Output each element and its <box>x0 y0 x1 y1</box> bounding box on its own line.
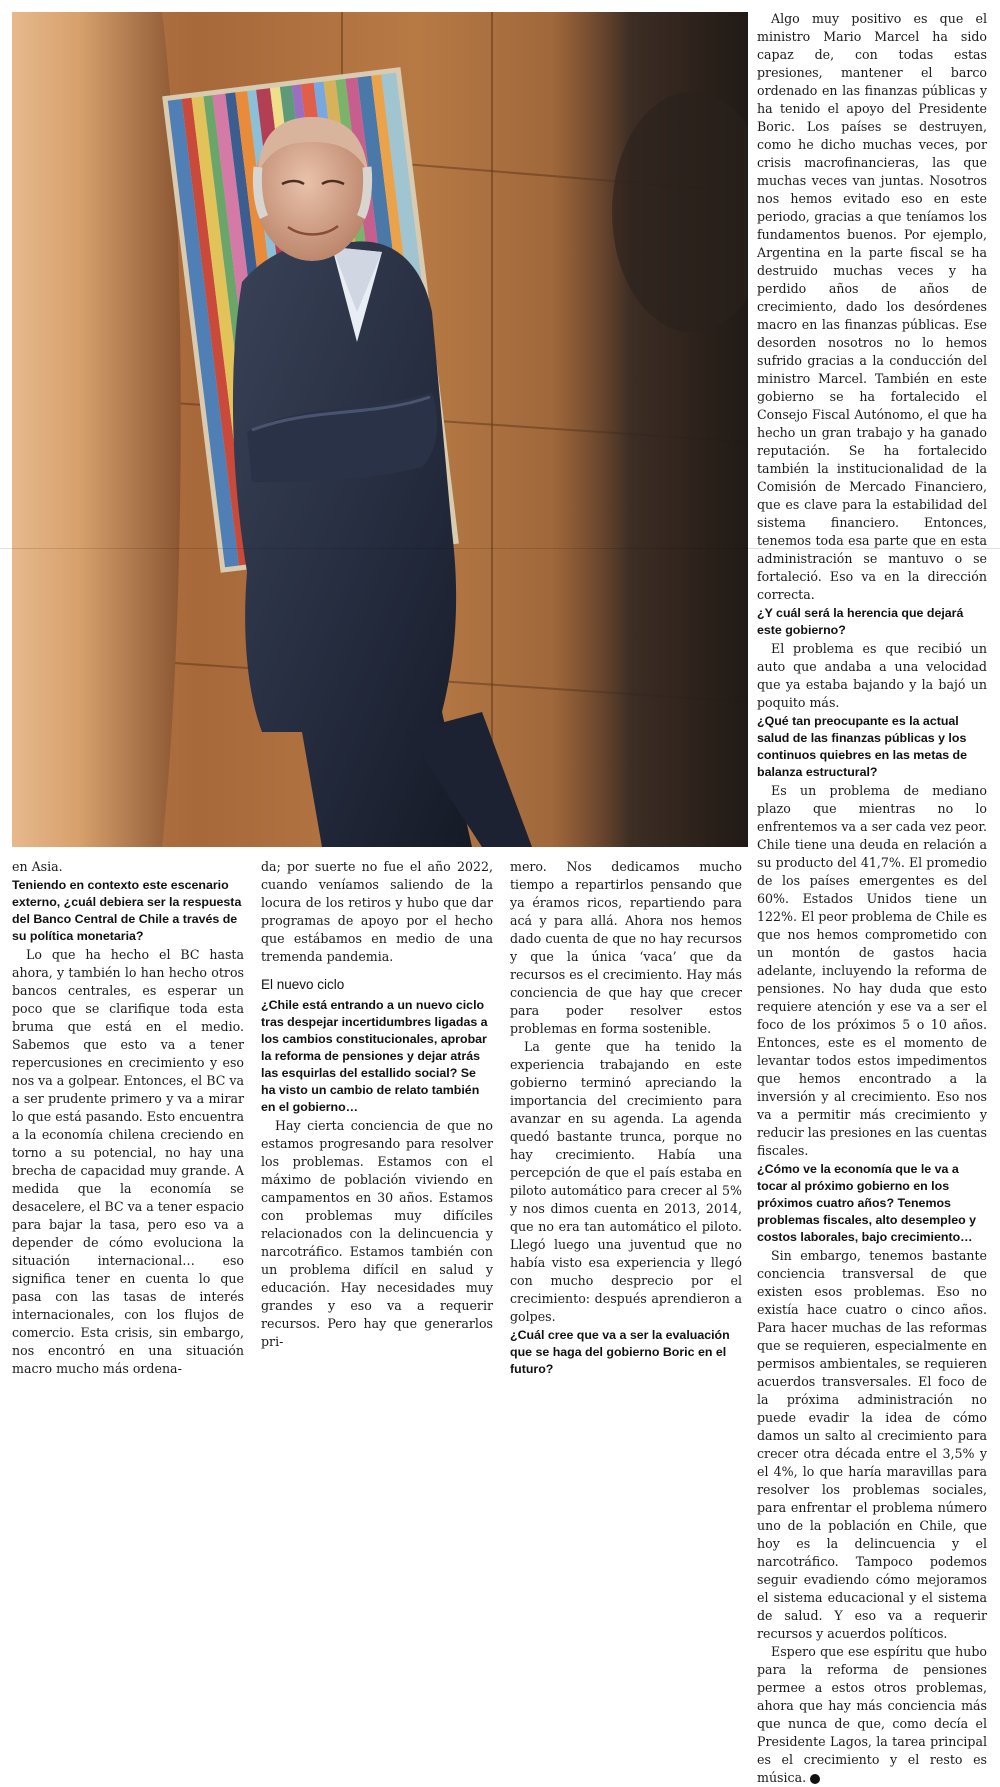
end-mark-icon: © <box>810 1774 820 1784</box>
paragraph: da; por suerte no fue el año 2022, cuando veníamos saliendo de la locura de los retiros y hubo que dar programas de apoyo por el hecho que estábamos en medio de una tremenda pandemia. <box>261 859 493 964</box>
paragraph: Es un problema de mediano plazo que mientras no lo enfrentemos va a ser cada vez peor. Chile tiene una deuda en relación a su producto del 41,7%. El promedio de los países emergentes es del 60%. Estados Unidos tiene un 122%. El peor problema de Chile es que nos hemos comprometido con un montón de gastos hacia adelante, incluyendo la reforma de pensiones. No hay duda que esto requiere atención y ese va a ser el foco de los próximos 5 o 10 años. Entonces, este es el momento de levantar todos estos impedimentos que hemos encontrado a la inversión y al crecimiento. Eso nos va a permitir más crecimiento y reducir las presiones en las cuentas fiscales. <box>757 783 987 1158</box>
paragraph <box>757 1643 987 1787</box>
paragraph: Sin embargo, tenemos bastante conciencia transversal de que existen esos problemas. Eso no existía hace cuatro o cinco años. Para hacer muchas de las reformas que se requieren, especialmente en permisos ambientales, se requieren acuerdos transversales. El foco de la próxima administración no puede evadir la idea de cómo damos un salto al crecimiento para crecer otra década entre el 3,5% y el 4%, lo que haría maravillas para resolver los problemas sociales, para enfrentar el problema número uno de la población en Chile, que hoy es la delincuencia y el narcotráfico. Tampoco podemos seguir evadiendo cómo mejoramos el sistema educacional y el sistema de salud. Y eso va a requerir recursos y acuerdos políticos. <box>757 1248 987 1641</box>
question: ¿Cuál cree que va a ser la evaluación que se haga del gobierno Boric en el futuro? <box>510 1328 730 1376</box>
question: ¿Y cuál será la herencia que dejará este gobierno? <box>757 606 964 637</box>
section-subheading: El nuevo ciclo <box>261 977 345 992</box>
question: ¿Qué tan preocupante es la actual salud de las finanzas públicas y los continuos quiebres en las metas de balanza estructural? <box>757 714 968 779</box>
question: Teniendo en contexto este escenario externo, ¿cuál debiera ser la respuesta del Banco Central de Chile a través de su política monetaria? <box>12 878 242 943</box>
paragraph: mero. Nos dedicamos mucho tiempo a repartirlos pensando que ya éramos ricos, repartiendo para acá y para allá. Ahora nos hemos dado cuenta de que no hay recursos y que la única ‘vaca’ que da recursos es el crecimiento. Hay más conciencia de que hay que crecer para poder resolver estos problemas en forma sostenible. <box>510 859 742 1036</box>
question: ¿Cómo ve la economía que le va a tocar al próximo gobierno en los próximos cuatro años? Tenemos problemas fiscales, alto desempleo y costos laborales, bajo crecimiento… <box>757 1162 976 1244</box>
column-2 <box>261 858 493 1351</box>
paragraph: Lo que ha hecho el BC hasta ahora, y también lo han hecho otros bancos centrales, es esperar un poco que se clarifique toda esta bruma que está en el medio. Sabemos que esto va a tener repercusiones en crecimiento y eso nos va a golpear. Entonces, el BC va a ser prudente primero y va a mirar lo que está pasando. Esto encuentra a la economía chilena creciendo en torno a su potencial, no hay una brecha de capacidad muy grande. A medida que la economía se desacelere, el BC va a tener espacio para bajar la tasa, pero eso va a depender de cómo evoluciona la situación internacional… eso significa tener en cuenta lo que pasa con las tasas de interés internacionales, con los flujos de comercio. Esta crisis, sin embargo, nos encontró en una situación macro mucho más ordena- <box>12 947 244 1376</box>
paragraph: La gente que ha tenido la experiencia trabajando en este gobierno terminó apreciando la importancia del crecimiento para avanzar en su agenda. La agenda quedó bastante trunca, porque no hay crecimiento. Había una percepción de que el país estaba en piloto automático para crecer al 5% y nos dimos cuenta en 2013, 2014, que no era tan automático el piloto. Llegó luego una juventud que no había visto esa experiencia y llegó con mucho desprecio por el crecimiento: después aprendieron a golpes. <box>510 1039 742 1324</box>
column-1 <box>12 858 244 1378</box>
paragraph: Hay cierta conciencia de que no estamos progresando para resolver los problemas. Estamos con el máximo de población viviendo en campamentos en 30 años. Estamos con problemas muy difíciles relacionados con la delincuencia y narcotráfico. Estamos también con un problema difícil en salud y educación. Hay necesidades muy grandes y eso va a requerir recursos. Pero hay que generarlos pri- <box>261 1118 493 1349</box>
paragraph-text: Espero que ese espíritu que hubo para la reforma de pensiones permee a estos otros problemas, ahora que hay más conciencia más que nunca de que, como decía el Presidente Lagos, la tarea principal es el crecimiento y el resto es música. <box>757 1644 987 1785</box>
portrait-photo <box>12 12 748 847</box>
column-3 <box>510 858 742 1379</box>
paragraph: Algo muy positivo es que el ministro Mario Marcel ha sido capaz de, con todas estas presiones, mantener el barco ordenado en las finanzas públicas y ha tenido el apoyo del Presidente Boric. Los países se destruyen, como he dicho muchas veces, por crisis macrofinancieras, las que muchas veces van juntas. Nosotros nos hemos evitado eso en este periodo, gracias a que teníamos los fundamentos buenos. Por ejemplo, Argentina en la parte fiscal se ha destruido muchas veces y ha perdido años de años de crecimiento, dado los desórdenes macro en las finanzas públicas. Ese desorden nosotros no lo hemos sufrido gracias a la conducción del ministro Marcel. También en este gobierno se ha fortalecido el Consejo Fiscal Autónomo, el que ha hecho un gran trabajo y ha ganado reputación. Se ha fortalecido también la institucionalidad de la Comisión de Mercado Financiero, que es clave para la estabilidad del sistema financiero. Entonces, tenemos toda esa parte que en esta administración se mantuvo o se fortaleció. Eso va en la dirección correcta. <box>757 11 987 602</box>
question: ¿Chile está entrando a un nuevo ciclo tras despejar incertidumbres ligadas a los cambios constitucionales, aprobar la reforma de pensiones y dejar atrás las esquirlas del estallido social? Se ha visto un cambio de relato también en el gobierno… <box>261 998 488 1114</box>
right-column <box>757 10 987 1787</box>
paragraph: El problema es que recibió un auto que andaba a una velocidad que ya estaba bajando y la bajó un poquito más. <box>757 641 987 710</box>
paragraph: en Asia. <box>12 859 63 874</box>
